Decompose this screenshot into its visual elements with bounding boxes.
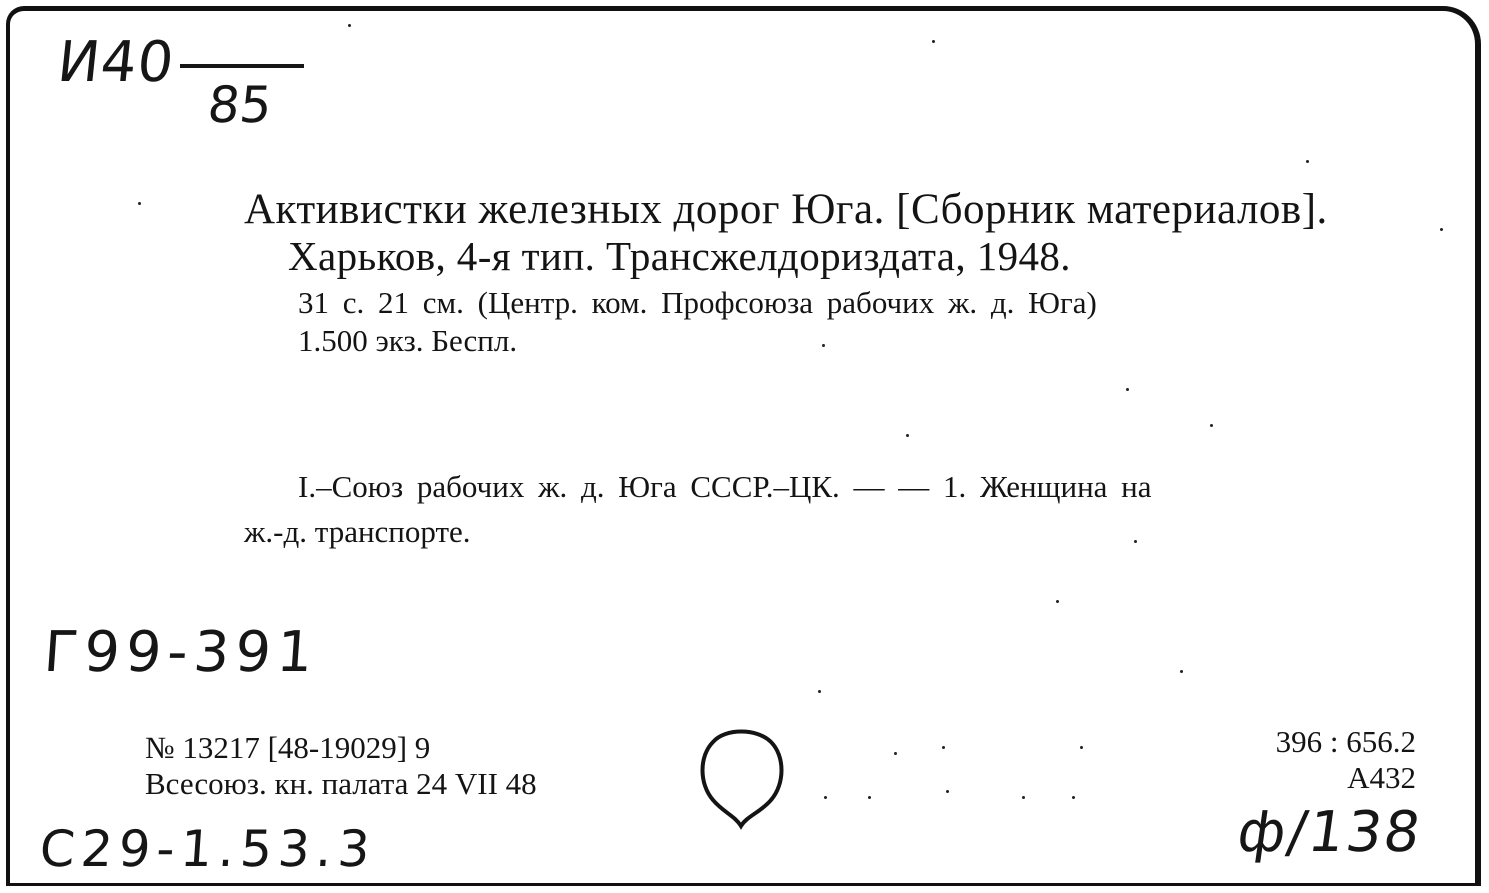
scan-speck [138, 202, 141, 205]
scan-speck [1306, 160, 1309, 163]
scan-speck [1126, 388, 1129, 391]
scan-speck [822, 344, 825, 347]
title-line: Активистки железных дорог Юга. [Сборник материалов]. [244, 186, 1328, 233]
scan-speck [1080, 746, 1083, 749]
tracing-line-2: ж.-д. транспорте. [244, 514, 471, 549]
scan-speck [348, 24, 351, 27]
scan-speck [1022, 796, 1025, 799]
udc-code: 396 : 656.2 [1275, 724, 1416, 759]
scan-speck [942, 746, 945, 749]
scan-speck [824, 796, 827, 799]
handwritten-code-bottom: С29-1.53.3 [37, 820, 378, 878]
scan-speck [818, 690, 821, 693]
handwritten-code-mid: Г99-391 [41, 620, 321, 685]
scan-speck [894, 752, 897, 755]
edition-line: 1.500 экз. Беспл. [298, 323, 518, 358]
scan-speck [932, 40, 935, 43]
registration-number: № 13217 [48-19029] 9 [145, 730, 431, 765]
scan-speck [906, 434, 909, 437]
chamber-line: Всесоюз. кн. палата 24 VII 48 [145, 766, 537, 801]
shelf-mark-divider [180, 64, 304, 68]
imprint-line: Харьков, 4-я тип. Трансжелдориздата, 1948. [288, 233, 1071, 279]
scan-speck [1056, 600, 1059, 603]
scan-speck [868, 796, 871, 799]
scan-speck [1210, 424, 1213, 427]
author-mark: А432 [1347, 760, 1416, 795]
scan-speck [1180, 670, 1183, 673]
handwritten-code-right: ф/138 [1233, 800, 1427, 865]
card-hole-icon [695, 720, 787, 832]
scan-speck [946, 790, 949, 793]
scan-speck [1134, 540, 1137, 543]
tracing-line-1: I.–Союз рабочих ж. д. Юга СССР.–ЦК. — — 1. Женщина на [298, 469, 1152, 504]
shelf-mark-bottom: 85 [204, 76, 275, 134]
shelf-mark-top: И40 [54, 30, 178, 95]
scan-speck [1072, 796, 1075, 799]
collation-line: 31 с. 21 см. (Центр. ком. Профсоюза рабочих ж. д. Юга) [298, 285, 1097, 320]
scan-speck [1440, 228, 1443, 231]
